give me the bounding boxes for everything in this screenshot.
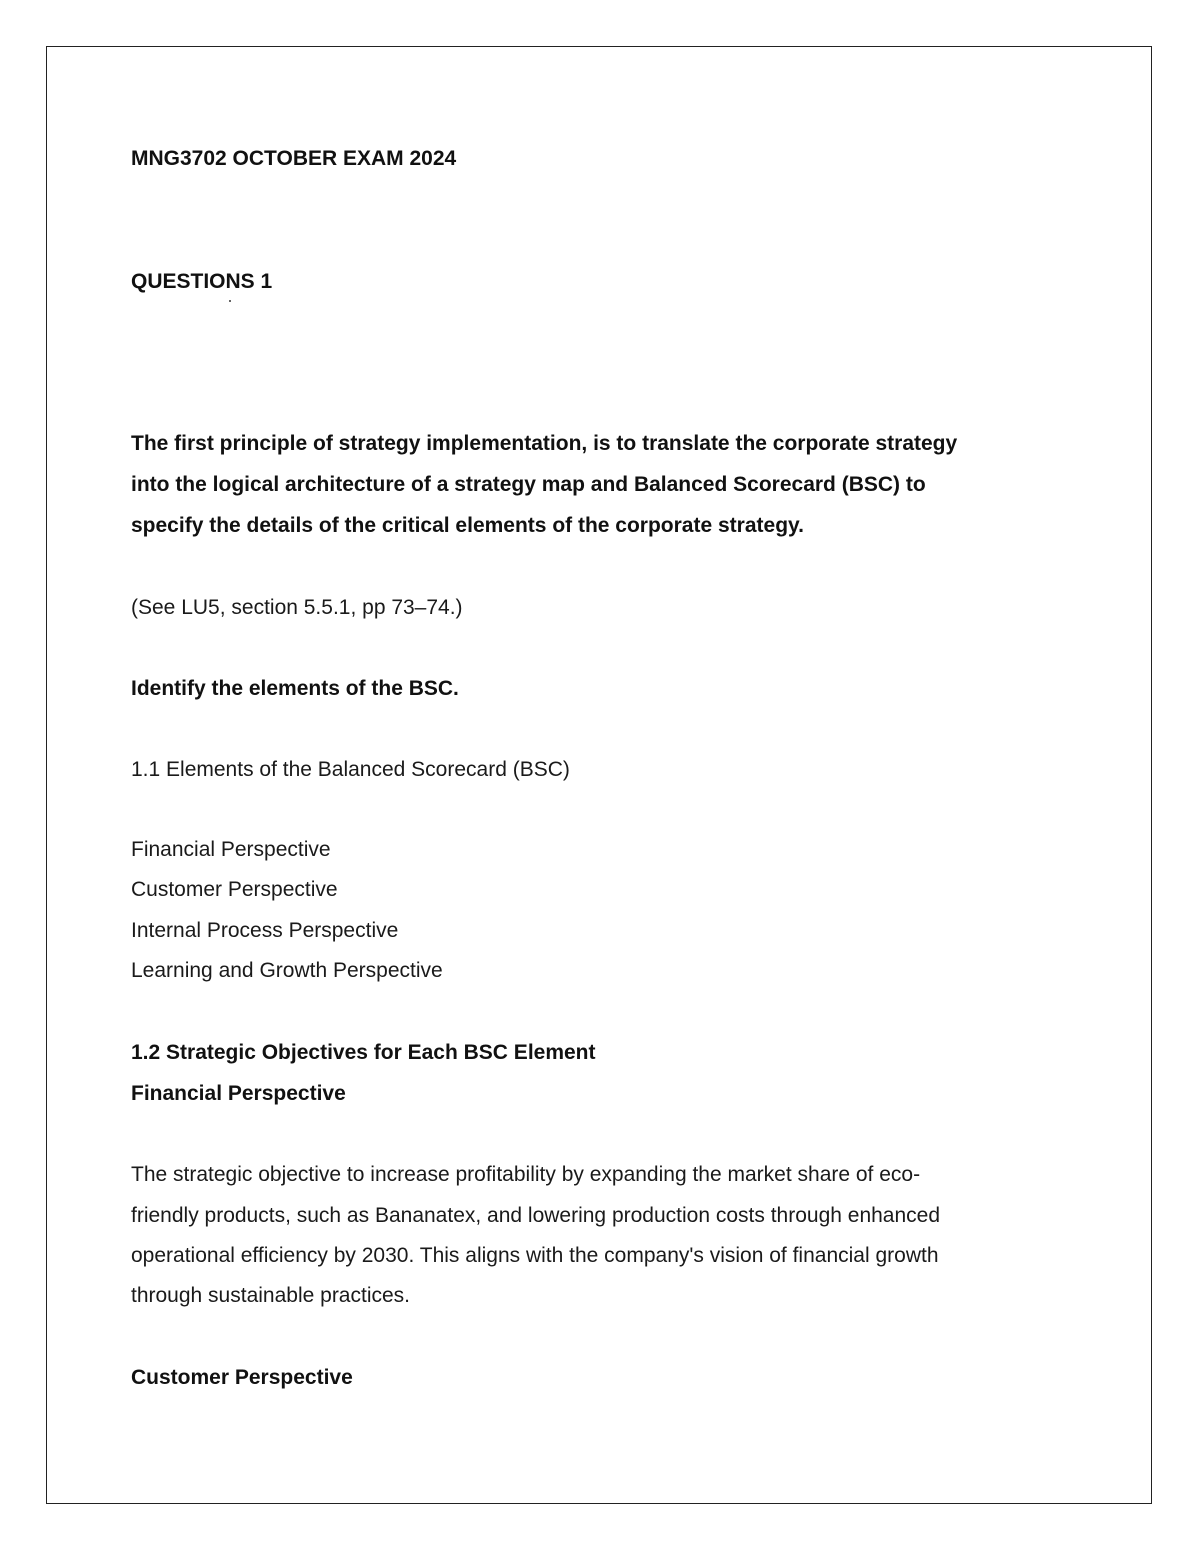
financial-paragraph-line-1: The strategic objective to increase profitability by expanding the market share of eco- — [131, 1163, 921, 1186]
financial-paragraph-line-3: operational efficiency by 2030. This aligns with the company's vision of financial growth — [131, 1244, 939, 1267]
financial-paragraph-line-2: friendly products, such as Bananatex, and lowering production costs through enhanced — [131, 1204, 941, 1227]
bsc-element-item: Customer Perspective — [131, 878, 338, 901]
prompt-line-3: specify the details of the critical elements of the corporate strategy. — [131, 514, 804, 537]
section-1-2-heading: 1.2 Strategic Objectives for Each BSC Element — [131, 1041, 596, 1064]
financial-paragraph-line-4: through sustainable practices. — [131, 1284, 410, 1307]
bsc-element-item: Learning and Growth Perspective — [131, 959, 443, 982]
financial-perspective-heading: Financial Perspective — [131, 1082, 346, 1105]
bsc-element-item: Financial Perspective — [131, 838, 331, 861]
prompt-line-2: into the logical architecture of a strategy map and Balanced Scorecard (BSC) to — [131, 473, 926, 496]
question-heading: QUESTIONS 1 — [131, 270, 273, 293]
reference-note: (See LU5, section 5.5.1, pp 73–74.) — [131, 596, 463, 619]
section-1-1-heading: 1.1 Elements of the Balanced Scorecard (BSC) — [131, 758, 570, 781]
stray-dot — [229, 300, 231, 302]
document-title: MNG3702 OCTOBER EXAM 2024 — [131, 147, 457, 170]
prompt-line-1: The first principle of strategy implementation, is to translate the corporate strategy — [131, 432, 958, 455]
customer-perspective-heading: Customer Perspective — [131, 1366, 353, 1389]
bsc-element-item: Internal Process Perspective — [131, 919, 399, 942]
instruction: Identify the elements of the BSC. — [131, 677, 459, 700]
